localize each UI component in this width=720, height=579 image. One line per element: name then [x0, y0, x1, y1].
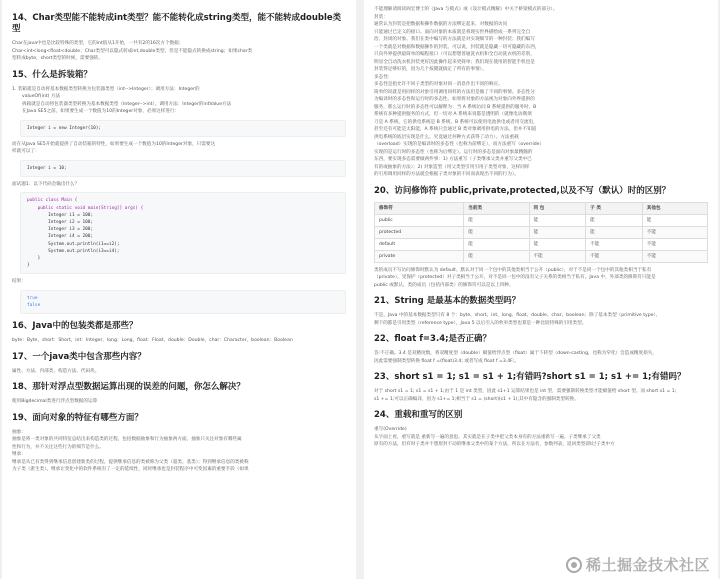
- paragraph-line: 因此需要强制类型转换 float f =(float)3.4; 或者写成 float f =3.4F;。: [374, 358, 519, 364]
- section-title-22: 22、float f=3.4;是否正确？: [374, 334, 492, 344]
- code-block: [20, 192, 346, 274]
- result-label: 结果：: [12, 279, 26, 285]
- paragraph-line: 类的成员不写访问修饰时默认为 default。默认对于同一个包中的其他类相当于公开（public），对于不是同一个包中的其他类相当于私有: [374, 267, 652, 273]
- watermark-text: 稀土掘金技术社区: [585, 556, 710, 574]
- code-line: Integer i4 = 200;: [27, 234, 94, 240]
- paragraph-line: 有的或抽象的方法）；2) 对象造型（用父类型引用引用子类型对象，这样同样: [374, 164, 530, 170]
- code-line: Integer i = 10;: [27, 165, 67, 171]
- paragraph-line: 继承是从已有类得到继承信息创建新类的过程。提供继承信息的类被称为父类（超类、基类）；得到继承信息的类被称: [12, 459, 249, 465]
- table-cell: 不能: [586, 250, 643, 262]
- code-line: true: [27, 295, 38, 301]
- watermark: [566, 554, 710, 575]
- paragraph-line: 原有的方法，但有时子类并不想原封不动的继承父类中的某个方法，所以在方法名，参数列表，返回类型(除过子类中方: [374, 442, 615, 447]
- paragraph-line: s1 += 1;可以正确编译，因为 s1+= 1;相当于 s1 = (short)(s1 + 1);其中有隐含的强制类型转换。: [374, 396, 579, 402]
- table-row: [375, 250, 708, 262]
- paragraph-line: 供电系统的底层实现是什么，究竟通过何种方式获得了动力）。方法重载: [374, 134, 519, 140]
- code-line: Integer i2 = 100;: [27, 220, 94, 226]
- paragraph-line: 不能理解请阅读阎宏博士的《Java 与模式》或《设计模式精解》中关于桥梁模式的部分）。: [374, 7, 558, 12]
- paragraph-line: 抽象是将一类对象的共同特征总结出来构造类的过程，包括数据抽象和行为抽象两方面。抽象只关注对象有哪些属: [12, 437, 242, 443]
- table-header-cell: 当前类: [464, 202, 529, 214]
- section-title-23: 23、short s1 = 1; s1 = s1 + 1;有错吗?short s1 = 1; s1 += 1;有错吗？: [374, 372, 686, 382]
- paragraph-line: 不是。Java 中的基本数据类型只有 8 个：byte、short、int、long、float、double、char、boolean；除了基本类型（primitive type），: [374, 313, 661, 318]
- paragraph-line: 型转成byte，short类型的时候，需要强转。: [12, 56, 103, 61]
- paragraph-line: 明显全自动洗衣机封装更好因此操作起来更简单；我们现在使用的智能手机也是: [374, 59, 535, 65]
- paragraph-line: 从字面上看，重写就是 重新写一遍的意思。其实就是在子类中把父类本身有的方法重新写一遍。子类继承了父类: [374, 434, 601, 440]
- paragraph-line: 的引用调用同样的方法就会根据子类对象的不同而表现出不同的行为）。: [374, 172, 519, 177]
- paragraph-line: 封装：: [374, 14, 388, 20]
- paragraph-line: public 或默认，类的成员（包括内部类）的修饰符可以是以上四种。: [374, 282, 514, 288]
- section-title-21: 21、String 是最基本的数据类型吗？: [374, 296, 521, 306]
- paragraph-line: 只向外界提供最简单的编程接口（可以想想普通洗衣机和全自动洗衣机的差别，: [374, 52, 535, 57]
- paragraph-line: 属性、方法、内部类、构造方法、代码块。: [12, 368, 100, 374]
- table-cell: 不能: [586, 238, 643, 250]
- table-cell: 能: [529, 214, 586, 226]
- code-line: System.out.println(i1==i2);: [27, 241, 120, 247]
- table-cell: default: [375, 238, 464, 250]
- table-cell: protected: [375, 226, 464, 238]
- section-title-20: 20、访问修饰符 public,private,protected,以及不写（默认）时的区别？: [374, 185, 671, 196]
- paragraph-line: 系统有多种提供服务的方式，但一切对 A 系统来说都是透明的（就像电动剃须: [374, 112, 532, 117]
- paragraph-line: 服务，那么运行时的多态性可以解释为：当 A 系统访问 B 系统提供的服务时，B: [374, 104, 537, 110]
- paragraph-line: 继承：: [12, 452, 26, 458]
- table-header-row: [375, 202, 708, 214]
- paragraph-line: 治、封闭的对象。我们在类中编写的方法就是对实现细节的一种封装；我们编写: [374, 37, 535, 42]
- paragraph-line: （private）。受保护（protected）对子类相当于公开，对不是同一包中的没有父子关系的类相当于私有。Java 中，外部类的修饰符只能是: [374, 275, 656, 280]
- code-line: System.out.println(i3==i4);: [27, 248, 120, 254]
- section-title-24: 24、重载和重写的区别: [374, 410, 463, 420]
- paragraph-line: 抽象：: [12, 429, 26, 435]
- question-label: 面试题1：以下代码会输出什么？: [12, 181, 80, 187]
- table-cell: private: [375, 250, 464, 262]
- table-cell: 不能: [642, 226, 707, 238]
- table-cell: 能: [529, 226, 586, 238]
- code-block: [20, 160, 346, 177]
- code-block: [20, 290, 346, 314]
- paragraph-line: 拆箱就是自动将包装器类型转换为基本数据类型（Integer-->int）。调用方法：Integer的intValue方法: [22, 101, 232, 107]
- table-cell: 不能: [642, 238, 707, 250]
- table-row: [375, 214, 708, 226]
- table-cell: 能: [586, 214, 643, 226]
- section-title-15: 15、什么是拆装箱？: [12, 69, 92, 80]
- table-row: [375, 226, 708, 238]
- paragraph-line: （overload）实现的是编译时的多态性（也称为前绑定），而方法重写（override）: [374, 142, 545, 147]
- section-title-14: 14、Char类型能不能转成int类型？能不能转化成string类型，能不能转成double类型: [12, 13, 342, 34]
- paragraph-line: 实现的是运行时的多态性（也称为后绑定）。运行时的多态是面向对象最精髓的: [374, 149, 533, 155]
- section-title-17: 17、一个java类中包含那些内容？: [12, 351, 146, 362]
- table-cell: 能: [464, 226, 529, 238]
- paragraph-line: 剩下的都是引用类型（reference type），Java 5 以后引入的枚举类型也算是一种比较特殊的引用类型。: [374, 320, 587, 326]
- paragraph-line: 使用Bigdecimal类进行浮点型数据的运算: [12, 399, 98, 405]
- table-cell: 能: [642, 214, 707, 226]
- paragraph-line: 只能通过已定义的接口。面向对象的本质就是将现实世界描绘成一系列完全自: [374, 29, 531, 35]
- paragraph-line: 简单的说就是用同样的对象引用调用同样的方法但是做了不同的事情。多态性分: [374, 89, 535, 95]
- table-cell: 能: [464, 250, 529, 262]
- table-cell: 不能: [642, 250, 707, 262]
- code-line: Integer i = new Integer(10);: [27, 125, 102, 131]
- paragraph-line: 在Java SE5之前，如果要生成一个数值为10的Integer对象，必须这样进行：: [22, 109, 180, 114]
- section-title-19: 19、面向对象的特征有哪些方面？: [12, 412, 143, 423]
- code-line: public static void main(String[] args) {: [27, 205, 144, 211]
- section-title-18: 18、那针对浮点型数据运算出现的误差的问题，你怎么解决？: [12, 382, 245, 393]
- code-block: [20, 120, 346, 137]
- paragraph-line: 样就可以了：: [12, 149, 40, 155]
- paragraph-line: Char<int<long<float<double；Char类型可以隐式转成int,double类型，但是不能隐式转换成string；如果char类: [12, 48, 253, 54]
- table-cell: 不能: [529, 250, 586, 262]
- code-line: Integer i1 = 100;: [27, 212, 94, 218]
- paragraph-line: 通常认为封装是把数据和操作数据的方法绑定起来，对数据的访问: [374, 22, 508, 27]
- paragraph-line: 甚至还有可能是太阳能，A 系统只会通过 B 类对象调用供电的方法，但并不知道: [374, 127, 537, 132]
- paragraph-line: 而在从Java SE5开始就提供了自动装箱的特性，如果要生成一个数值为10的Integer对象，只需要这: [12, 141, 216, 147]
- table-header-cell: 同 包: [529, 202, 586, 214]
- paragraph-line: 多态性是指允许不同子类型的对象对同一消息作出不同的响应。: [374, 82, 503, 87]
- table-header-cell: 其他包: [642, 202, 707, 214]
- paragraph-line: valueOf(int) 方法: [22, 94, 61, 99]
- paragraph-line: 为子类（派生类）。继承让变化中的软件系统有了一定的延续性，同时继承也是封装程序中可变因素的重要手段（如果: [12, 467, 249, 473]
- paragraph-line: byte：Byte，short：Short，int：Integer，long：Long，float：Float，double：Double，char：Character，boolean：Boolean: [12, 338, 293, 344]
- paragraph-line: 性和行为，并不关注这些行为的细节是什么。: [12, 444, 104, 450]
- paragraph-line: 1. 装箱就是自动将基本数据类型转换为包装器类型（int-->Integer）；调用方法：Integer的: [12, 86, 200, 92]
- paragraph-line: 东西，要实现多态需要做两件事：1) 方法重写（子类继承父类并重写父类中已: [374, 157, 532, 162]
- code-line: }: [27, 263, 30, 269]
- table-cell: 能: [529, 238, 586, 250]
- paragraph-line: 对于 short s1 = 1; s1 = s1 + 1;由于 1 是 int 类型，因此 s1+1 运算结果也是 int 型，需要强制转换类型才能赋值给 short 型。而 short s1 = 1;: [374, 389, 677, 394]
- juejin-logo-icon: [566, 557, 582, 573]
- document-page-right: [364, 0, 718, 579]
- table-header-cell: 子 类: [586, 202, 643, 214]
- paragraph-line: 多态性：: [374, 74, 393, 80]
- paragraph-line: 刀是 A 系统，它的供电系统是 B 系统，B 系统可以使用电池供电或者用交流电，: [374, 119, 538, 125]
- table-cell: 能: [464, 238, 529, 250]
- code-line: false: [27, 303, 41, 309]
- paragraph-line: 答:不正确。3.4 是双精度数，将双精度型（double）赋值给浮点型（float）属于下转型（down-casting，也称为窄化）会造成精度损失，: [374, 351, 657, 356]
- table-cell: 能: [586, 226, 643, 238]
- paragraph-line: 一个类就是对数据和数据操作的封装。可以说，封装就是隐藏一切可隐藏的东西，: [374, 44, 540, 50]
- table-row: [375, 238, 708, 250]
- code-line: }: [27, 256, 41, 262]
- document-page-left: [2, 0, 356, 579]
- table-cell: public: [375, 214, 464, 226]
- code-line: public class Main {: [27, 198, 78, 204]
- table-header-cell: 修饰符: [375, 202, 464, 214]
- table-cell: 能: [464, 214, 529, 226]
- paragraph-line: Char在java中也是比较特殊的类型，它的int值从1开始，一共有2的16次方个数据；: [12, 41, 184, 46]
- paragraph-line: 重写(Override): [374, 427, 407, 432]
- top-text-block: [374, 6, 708, 179]
- code-line: Integer i3 = 200;: [27, 227, 94, 233]
- section-title-16: 16、Java中的包装类都是那些？: [12, 321, 138, 332]
- paragraph-line: 封装得足够好的，因为几个按键就搞定了所有的事情）。: [374, 67, 487, 72]
- access-modifier-table: [374, 202, 708, 263]
- paragraph-line: 为编译时的多态性和运行时的多态性。如果将对象的方法视为对象向外界提供的: [374, 97, 535, 102]
